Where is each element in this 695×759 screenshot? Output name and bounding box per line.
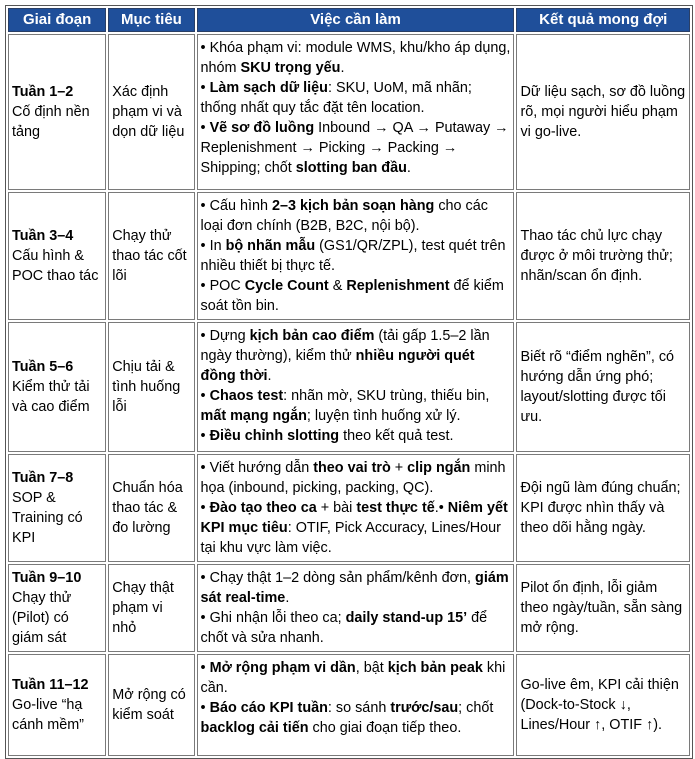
task-text: Dựng (209, 328, 250, 344)
task-text-bold: bộ nhãn mẫu (225, 238, 316, 254)
task-text-bold: Vẽ sơ đồ luồng (209, 120, 315, 136)
goal-cell: Chịu tải & tình huống lỗi (108, 322, 194, 452)
result-cell: Đội ngũ làm đúng chuẩn; KPI được nhìn thấy và theo dõi hằng ngày. (516, 454, 690, 562)
task-text-bold: daily stand-up 15’ (345, 610, 468, 626)
task-text-bold: Mở rộng phạm vi dần (209, 660, 356, 676)
task-bullet: • POC Cycle Count & Replenishment để kiểm soát tồn bin. (200, 278, 504, 314)
task-text: Viết hướng dẫn (209, 460, 314, 476)
table-row (8, 654, 690, 756)
task-text-bold: Đào tạo theo ca (209, 500, 317, 516)
header-goal: Mục tiêu (108, 8, 194, 32)
tasks-cell (197, 454, 515, 562)
phase-title: Cấu hình & POC thao tác (12, 248, 99, 284)
task-text: + (390, 460, 408, 476)
table-row (8, 322, 690, 452)
task-text: ; chốt (458, 700, 494, 716)
task-text: Chạy thật 1–2 dòng sản phẩm/kênh đơn, (209, 570, 476, 586)
result-cell: Go-live êm, KPI cải thiện (Dock-to-Stock ↓, Lines/Hour ↑, OTIF ↑). (516, 654, 690, 756)
task-text: (GS1/QR/ZPL), test quét trên nhiều thiết bị thực tế. (200, 238, 506, 274)
task-bullet: • Ghi nhận lỗi theo ca; daily stand-up 15’ để chốt và sửa nhanh. (200, 610, 488, 646)
task-text: để chốt và sửa nhanh. (200, 610, 488, 646)
phase-title: Chạy thử (Pilot) có giám sát (12, 590, 72, 646)
task-text: minh họa (inbound, picking, packing, QC). (200, 460, 506, 496)
task-text-bold: Làm sạch dữ liệu (209, 80, 328, 96)
task-text-bold: giám sát real-time (200, 570, 509, 606)
task-bullet: • Mở rộng phạm vi dần, bật kịch bản peak khi cần. (200, 660, 506, 696)
task-bullet: • Viết hướng dẫn theo vai trò + clip ngắn minh họa (inbound, picking, packing, QC). (200, 460, 506, 496)
tasks-cell (197, 654, 515, 756)
phase-week: Tuần 1–2 (12, 84, 74, 100)
phase-title: SOP & Training có KPI (12, 490, 83, 546)
header-tasks: Việc cần làm (197, 8, 515, 32)
goal-cell: Chạy thử thao tác cốt lõi (108, 192, 194, 320)
task-text: Khóa phạm vi: module WMS, khu/kho áp dụng, nhóm (200, 40, 511, 76)
phase-week: Tuần 9–10 (12, 570, 82, 586)
header-row (8, 8, 690, 32)
phase-week: Tuần 5–6 (12, 359, 74, 375)
task-text-bold: trước/sau (390, 700, 459, 716)
task-bullet: • Điều chỉnh slotting theo kết quả test. (200, 428, 454, 444)
task-text: để kiểm soát tồn bin. (200, 278, 504, 314)
goal-cell: Mở rộng có kiểm soát (108, 654, 194, 756)
task-text-bold: test thực tế (356, 500, 435, 516)
result-cell: Dữ liệu sạch, sơ đồ luồng rõ, mọi người hiểu phạm vi go-live. (516, 34, 690, 190)
goal-cell: Xác định phạm vi và dọn dữ liệu (108, 34, 194, 190)
phase-week: Tuần 7–8 (12, 470, 74, 486)
task-text: : OTIF, Pick Accuracy, Lines/Hour tại khu vực làm việc. (200, 520, 501, 556)
task-text: : nhãn mờ, SKU trùng, thiếu bin, (283, 388, 490, 404)
task-text-bold: nhiều người quét đồng thời (200, 348, 475, 384)
task-bullet: • Chaos test: nhãn mờ, SKU trùng, thiếu bin, mất mạng ngắn; luyện tình huống xử lý. (200, 388, 490, 424)
task-bullet: • Báo cáo KPI tuần: so sánh trước/sau; chốt backlog cải tiến cho giai đoạn tiếp theo. (200, 700, 494, 736)
task-text: & (328, 278, 347, 294)
task-bullet: • In bộ nhãn mẫu (GS1/QR/ZPL), test quét trên nhiều thiết bị thực tế. (200, 238, 506, 274)
task-text: cho các loại đơn chính (B2B, B2C, nội bộ). (200, 198, 488, 234)
task-text: , bật (355, 660, 388, 676)
phase-week: Tuần 3–4 (12, 228, 74, 244)
task-text: POC (209, 278, 245, 294)
task-bullet: • Cấu hình 2–3 kịch bản soạn hàng cho các loại đơn chính (B2B, B2C, nội bộ). (200, 198, 488, 234)
tasks-cell (197, 34, 515, 190)
tasks-cell (197, 322, 515, 452)
table-row (8, 454, 690, 562)
header-result: Kết quả mong đợi (516, 8, 690, 32)
task-text-bold: 2–3 kịch bản soạn hàng (271, 198, 435, 214)
task-bullet: • Khóa phạm vi: module WMS, khu/kho áp dụng, nhóm SKU trọng yếu. (200, 40, 511, 76)
table-row (8, 192, 690, 320)
task-bullet: • Chạy thật 1–2 dòng sản phẩm/kênh đơn, giám sát real-time. (200, 570, 509, 606)
phase-title: Kiểm thử tải và cao điểm (12, 379, 90, 415)
task-text-bold: clip ngắn (407, 460, 471, 476)
task-text: In (209, 238, 226, 254)
phase-cell (8, 322, 106, 452)
task-text: .• (434, 500, 448, 516)
task-text-bold: Cycle Count (244, 278, 329, 294)
task-text: Inbound → QA → Putaway → Replenishment → Picking → Packing → Shipping; chốt (200, 120, 509, 176)
result-cell: Pilot ổn định, lỗi giảm theo ngày/tuần, sẵn sàng mở rộng. (516, 564, 690, 652)
phase-title: Cố định nền tảng (12, 104, 90, 140)
task-text-bold: slotting ban đầu (295, 160, 407, 176)
task-text: : so sánh (327, 700, 391, 716)
task-text-bold: Replenishment (346, 278, 450, 294)
phase-cell (8, 564, 106, 652)
result-cell: Biết rõ “điểm nghẽn”, có hướng dẫn ứng phó; layout/slotting được tối ưu. (516, 322, 690, 452)
task-text: Ghi nhận lỗi theo ca; (209, 610, 346, 626)
tasks-cell (197, 564, 515, 652)
task-text-bold: backlog cải tiến (200, 720, 309, 736)
table-body (8, 34, 690, 756)
result-cell: Thao tác chủ lực chạy được ở môi trường thử; nhãn/scan ổn định. (516, 192, 690, 320)
task-text: cho giai đoạn tiếp theo. (308, 720, 462, 736)
task-text: theo kết quả test. (339, 428, 454, 444)
task-text: . (406, 160, 411, 176)
task-text-bold: kịch bản peak (387, 660, 483, 676)
phase-cell (8, 654, 106, 756)
task-text: . (267, 368, 272, 384)
table-row (8, 34, 690, 190)
phase-title: Go-live “hạ cánh mềm” (12, 697, 84, 733)
task-text: Cấu hình (209, 198, 272, 214)
task-bullet: • Làm sạch dữ liệu: SKU, UoM, mã nhãn; thống nhất quy tắc đặt tên location. (200, 80, 472, 116)
task-text: + bài (316, 500, 357, 516)
task-text: . (285, 590, 290, 606)
table-row (8, 564, 690, 652)
task-text: (tải gấp 1.5–2 lần ngày thường), kiểm thử (200, 328, 490, 364)
task-text: khi cần. (200, 660, 506, 696)
phase-week: Tuần 11–12 (12, 677, 89, 693)
task-bullet: • Vẽ sơ đồ luồng Inbound → QA → Putaway → Replenishment → Picking → Packing → Shipping; chốt slotting ban đầu. (200, 120, 509, 176)
task-text-bold: SKU trọng yếu (240, 60, 341, 76)
task-text: ; luyện tình huống xử lý. (306, 408, 461, 424)
phase-cell (8, 34, 106, 190)
task-text-bold: theo vai trò (313, 460, 391, 476)
task-text: . (340, 60, 345, 76)
task-text: : SKU, UoM, mã nhãn; thống nhất quy tắc đặt tên location. (200, 80, 472, 116)
rollout-plan-table (5, 5, 693, 759)
header-phase: Giai đoạn (8, 8, 106, 32)
tasks-cell (197, 192, 515, 320)
task-text-bold: kịch bản cao điểm (249, 328, 375, 344)
task-bullet: • Đào tạo theo ca + bài test thực tế.• Niêm yết KPI mục tiêu: OTIF, Pick Accuracy, Lines/Hour tại khu vực làm việc. (200, 500, 508, 556)
task-text-bold: mất mạng ngắn (200, 408, 307, 424)
task-text-bold: Niêm yết KPI mục tiêu (200, 500, 508, 536)
goal-cell: Chuẩn hóa thao tác & đo lường (108, 454, 194, 562)
phase-cell (8, 192, 106, 320)
phase-cell (8, 454, 106, 562)
task-text-bold: Báo cáo KPI tuần (209, 700, 328, 716)
goal-cell: Chạy thật phạm vi nhỏ (108, 564, 194, 652)
task-text-bold: Điều chỉnh slotting (209, 428, 340, 444)
task-bullet: • Dựng kịch bản cao điểm (tải gấp 1.5–2 lần ngày thường), kiểm thử nhiều người quét đồng thời. (200, 328, 490, 384)
task-text-bold: Chaos test (209, 388, 284, 404)
